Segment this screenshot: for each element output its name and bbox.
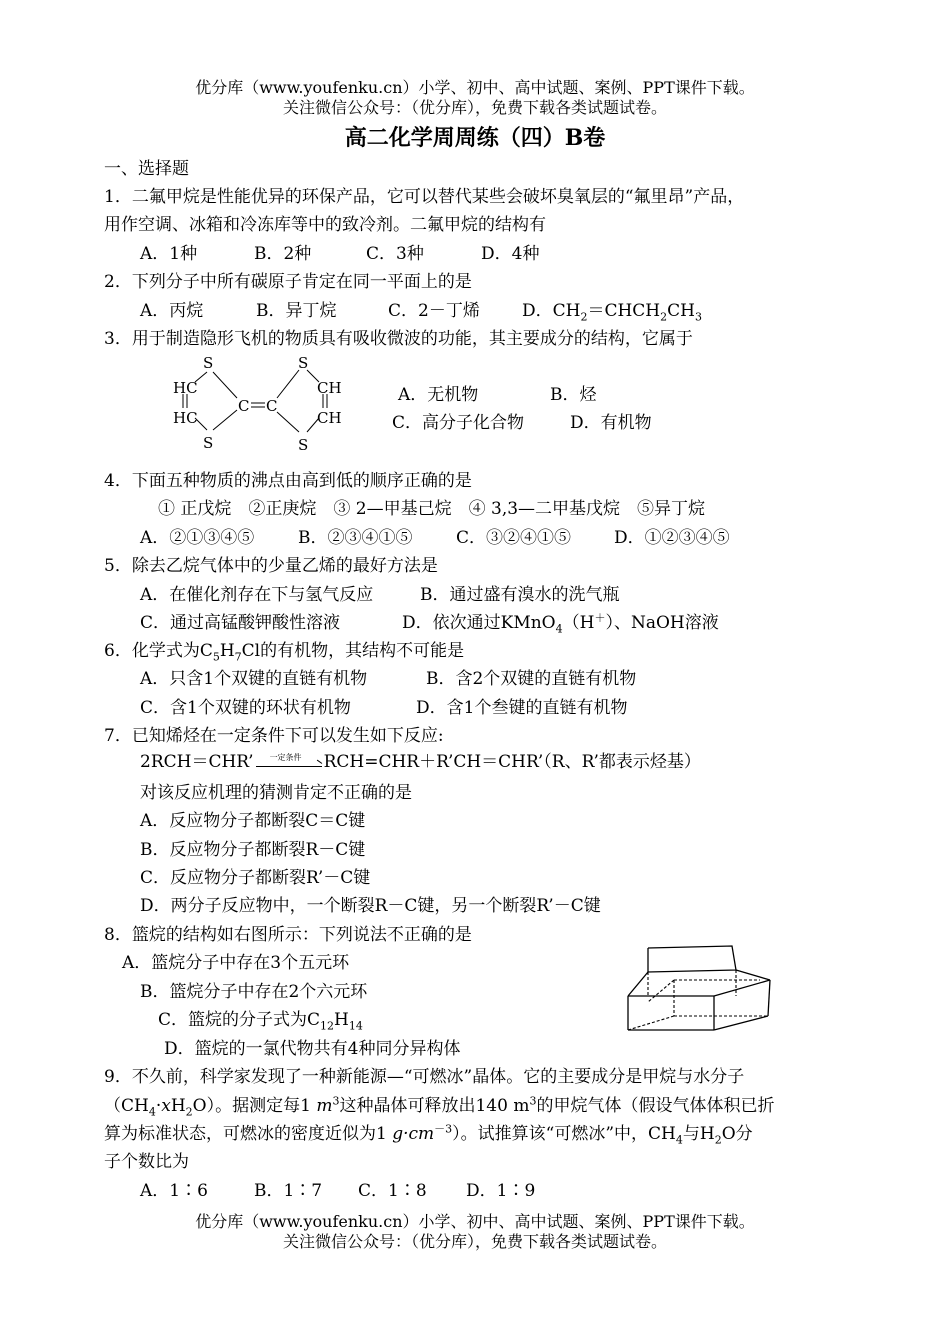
- bond: [736, 970, 770, 980]
- q7-sub-stem: 对该反应机理的猜测肯定不正确的是: [140, 783, 412, 803]
- header-line-2: 关注微信公众号：（优分库），免费下载各类试题试卷。: [282, 98, 667, 117]
- q3-stem: 3．用于制造隐形飞机的物质具有吸收微波的功能，其主要成分的结构，它属于: [104, 329, 693, 349]
- atom-ch: CH: [317, 409, 342, 427]
- bond: [714, 1016, 768, 1030]
- q5-option-c: C．通过高锰酸钾酸性溶液: [140, 613, 341, 633]
- q5-stem: 5．除去乙烷气体中的少量乙烯的最好方法是: [104, 556, 438, 576]
- atom-s: S: [203, 354, 214, 372]
- q2-option-d: D．$CH_2=CHCH_2CH_3$: [522, 301, 702, 324]
- q5-option-a: A．在催化剂存在下与氢气反应: [140, 585, 374, 605]
- q1-option-b: B．2种: [254, 244, 312, 264]
- q1-option-c: C．3种: [366, 244, 424, 264]
- q2-option-b: B．异丁烷: [256, 301, 337, 321]
- q3-option-d: D．有机物: [570, 413, 652, 433]
- q4-items: ① 正戊烷 ②正庚烷 ③ 2—甲基己烷 ④ 3,3—二甲基戊烷 ⑤异丁烷: [158, 499, 706, 519]
- q3-structure-diagram: [165, 350, 350, 460]
- q3-option-a: A．无机物: [398, 385, 479, 405]
- q7-option-d: D．两分子反应物中，一个断裂R－C键，另一个断裂R’－C键: [140, 896, 601, 916]
- q2-option-a: A．丙烷: [140, 301, 204, 321]
- header-line-1: 优分库（www.youfenku.cn）小学、初中、高中试题、案例、PPT课件下载。: [195, 78, 755, 97]
- bond: [648, 946, 736, 972]
- q1-option-a: A．1种: [140, 244, 198, 264]
- q4-option-b: B．②③④①⑤: [298, 528, 413, 548]
- q1-stem-line-1: 1．二氟甲烷是性能优异的环保产品，它可以替代某些会破坏臭氧层的“氟里昂”产品，: [104, 187, 745, 207]
- q6-option-d: D．含1个叁键的直链有机物: [416, 698, 628, 718]
- q8-option-a: A．篮烷分子中存在3个五元环: [122, 953, 350, 973]
- q2-option-c: C．2－丁烯: [388, 301, 480, 321]
- q5-option-d: D．依次通过KMnO$_4$（H＋）、NaOH溶液: [402, 611, 719, 636]
- q6-stem: 6．化学式为$C_5H_7Cl$的有机物，其结构不可能是: [104, 641, 465, 664]
- q4-option-c: C．③②④①⑤: [456, 528, 572, 548]
- q9-option-c: C．1∶8: [358, 1181, 427, 1201]
- q7-option-c: C．反应物分子都断裂R’－C键: [140, 868, 371, 888]
- q9-stem-line-1: 9．不久前，科学家发现了一种新能源—“可燃冰”晶体。它的主要成分是甲烷与水分子: [104, 1067, 745, 1087]
- bond: [628, 1016, 674, 1030]
- atom-hc: HC: [173, 379, 198, 397]
- q1-stem-line-2: 用作空调、冰箱和冷冻库等中的致冷剂。二氟甲烷的结构有: [104, 215, 546, 235]
- q7-stem: 7．已知烯烃在一定条件下可以发生如下反应:: [104, 726, 444, 746]
- q9-option-a: A．1∶6: [140, 1181, 208, 1201]
- bond: [277, 370, 299, 398]
- bond: [213, 410, 237, 430]
- bond: [648, 980, 674, 1002]
- q8-option-d: D．篮烷的一氯代物共有4种同分异构体: [164, 1039, 461, 1059]
- q6-option-a: A．只含1个双键的直链有机物: [140, 669, 368, 689]
- q7-option-b: B．反应物分子都断裂R－C键: [140, 840, 366, 860]
- q2-stem: 2．下列分子中所有碳原子肯定在同一平面上的是: [104, 272, 472, 292]
- bond: [213, 372, 237, 398]
- q8-option-b: B．篮烷分子中存在2个六元环: [140, 982, 368, 1002]
- atom-s: S: [298, 436, 309, 454]
- bond: [768, 980, 770, 1016]
- q4-stem: 4．下面五种物质的沸点由高到低的顺序正确的是: [104, 471, 472, 491]
- q6-option-b: B．含2个双键的直链有机物: [426, 669, 637, 689]
- footer-line-1: 优分库（www.youfenku.cn）小学、初中、高中试题、案例、PPT课件下载。: [195, 1212, 755, 1231]
- bond: [277, 412, 299, 432]
- q1-option-d: D．4种: [481, 244, 540, 264]
- footer-line-2: 关注微信公众号：（优分库），免费下载各类试题试卷。: [282, 1232, 667, 1251]
- q4-option-d: D．①②③④⑤: [614, 528, 730, 548]
- atom-ch: CH: [317, 379, 342, 397]
- q4-option-a: A．②①③④⑤: [140, 528, 255, 548]
- page-title: 高二化学周周练（四）B卷: [344, 125, 606, 151]
- q8-option-c: C．篮烷的分子式为$C_{12}H_{14}$: [158, 1010, 363, 1033]
- atom-s: S: [203, 434, 214, 452]
- q9-option-b: B．1∶7: [254, 1181, 323, 1201]
- section-heading: 一、选择题: [104, 159, 189, 179]
- reaction-arrow-icon: 一定条件: [256, 756, 322, 770]
- q9-stem-line-2: $(CH_4\cdot xH_2O)$。据测定每1 $m^3$这种晶体可释放出140 $m^3$的甲烷气体（假设气体体积已折: [104, 1094, 775, 1119]
- atom-c: C: [238, 397, 250, 415]
- atom-s: S: [298, 354, 309, 372]
- q8-basketane-diagram: [620, 940, 780, 1040]
- atom-hc: HC: [173, 409, 198, 427]
- q9-stem-line-3: 算为标准状态，可燃冰的密度近似为1 $g\cdot cm^{-3}$）。试推算该“可燃冰”中，$CH_4$与$H_2O$分: [104, 1122, 753, 1147]
- q8-stem: 8．篮烷的结构如右图所示：下列说法不正确的是: [104, 925, 472, 945]
- q5-option-b: B．通过盛有溴水的洗气瓶: [420, 585, 620, 605]
- q9-stem-line-4: 子个数比为: [104, 1152, 189, 1172]
- q6-option-c: C．含1个双键的环状有机物: [140, 698, 351, 718]
- q7-equation: 2RCH＝CHR’ 一定条件 RCH=CHR＋R’CH＝CHR’（R、R’都表示烃基）: [140, 752, 701, 772]
- atom-c: C: [266, 397, 278, 415]
- bond: [714, 980, 770, 996]
- q9-option-d: D．1∶9: [466, 1181, 536, 1201]
- q7-option-a: A．反应物分子都断裂C＝C键: [140, 811, 366, 831]
- bond: [628, 972, 648, 996]
- q3-option-c: C．高分子化合物: [392, 413, 525, 433]
- q3-option-b: B．烃: [550, 385, 597, 405]
